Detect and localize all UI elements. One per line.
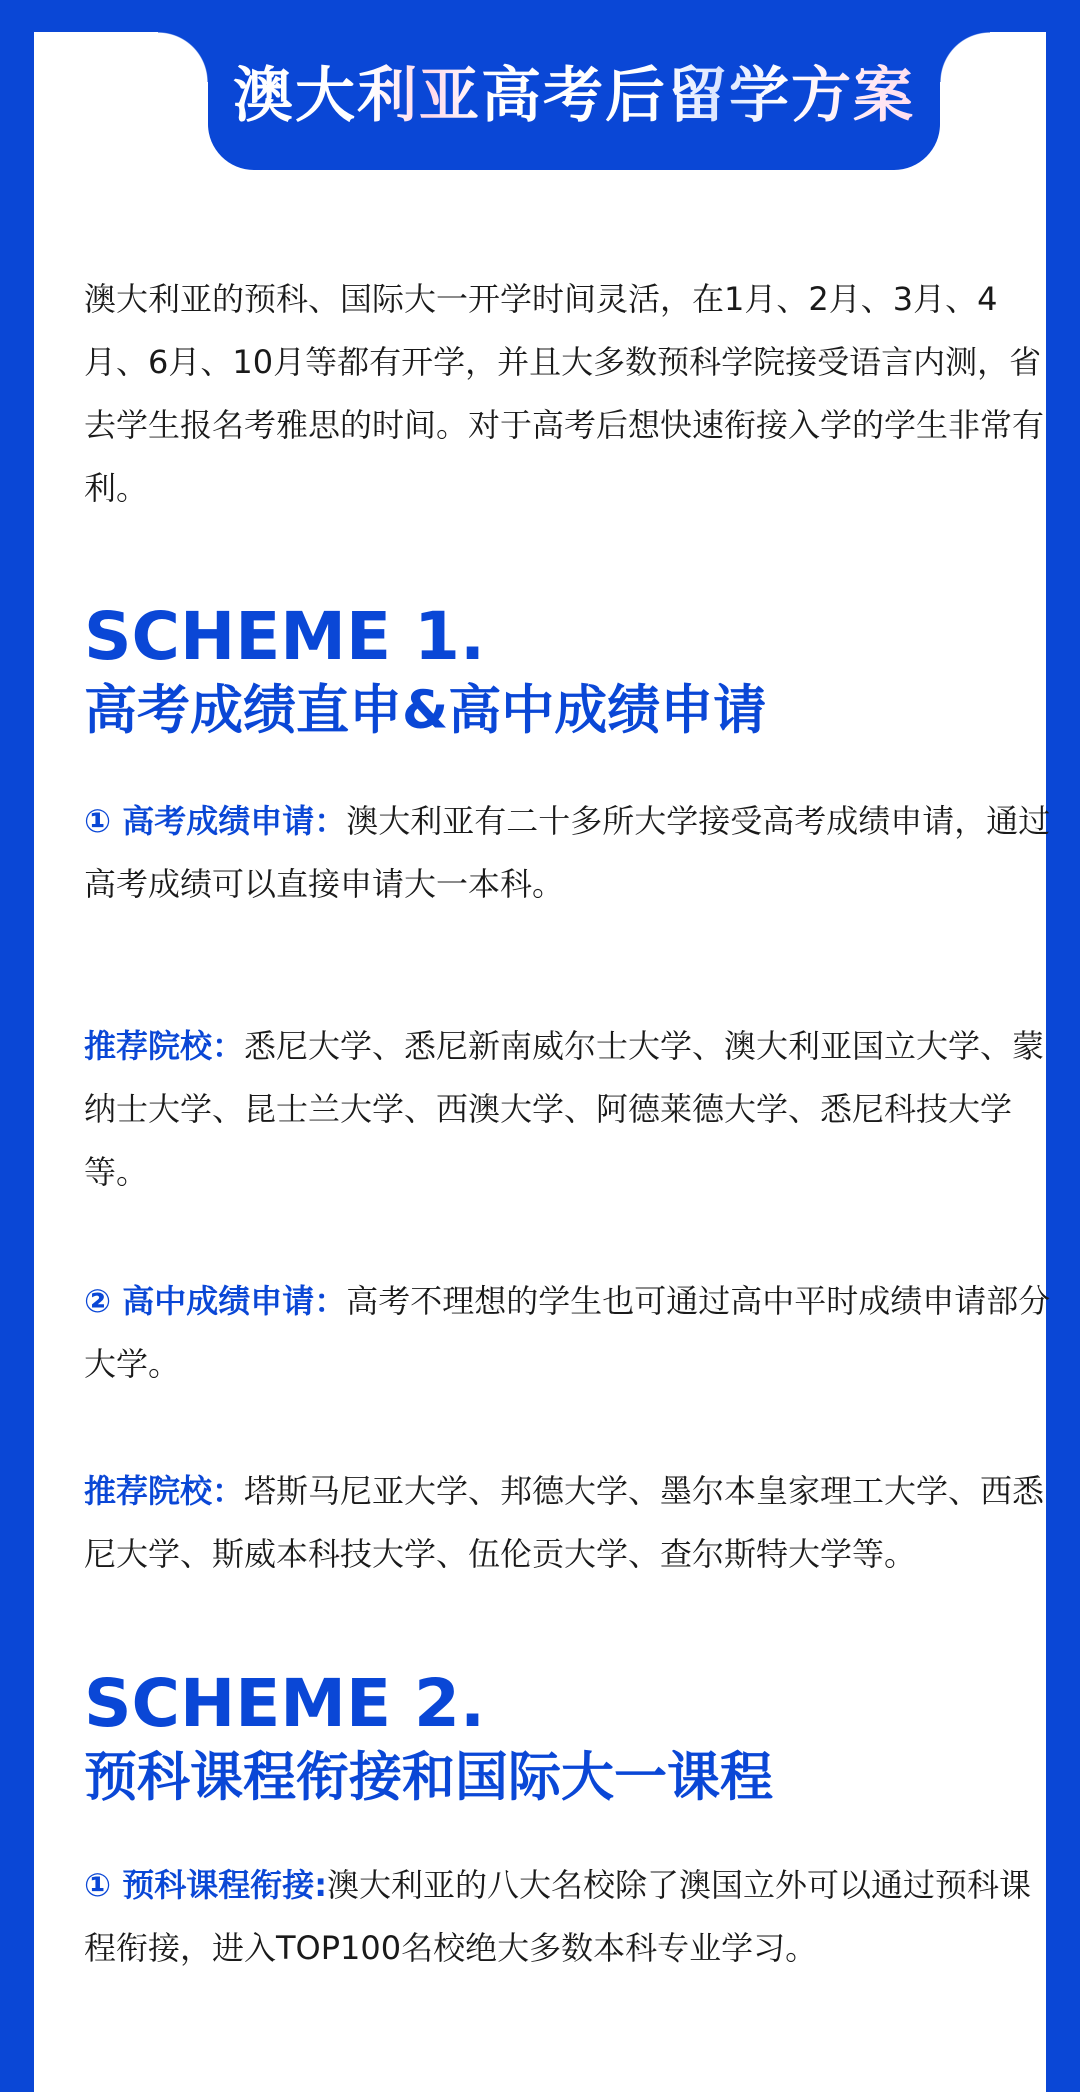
intro-paragraph: 澳大利亚的预科、国际大一开学时间灵活，在1月、2月、3月、4月、6月、10月等都有开学，并且大多数预科学院接受语言内测，省去学生报名考雅思的时间。对于高考后想快速衔接入学的学生非常有利。 bbox=[84, 280, 1045, 507]
page-title: 澳大利亚高考后留学方案 bbox=[208, 48, 940, 134]
scheme1-item2-text: 高考不理想的学生也可通过高中平时成绩申请部分大学。 bbox=[84, 1282, 1051, 1383]
scheme2-subtitle: 预科课程衔接和国际大一课程 bbox=[84, 1747, 773, 1808]
scheme1-item2-label: ② 高中成绩申请： bbox=[84, 1282, 347, 1320]
scheme1-item1-label: ① 高考成绩申请： bbox=[84, 802, 347, 840]
scheme1-recommend1 bbox=[84, 1015, 1054, 1204]
scheme1-item2 bbox=[84, 1270, 1054, 1396]
intro-section bbox=[84, 268, 1054, 520]
recommend1-text: 悉尼大学、悉尼新南威尔士大学、澳大利亚国立大学、蒙纳士大学、昆士兰大学、西澳大学、阿德莱德大学、悉尼科技大学等。 bbox=[84, 1027, 1045, 1191]
scheme2-item1-label: ① 预科课程衔接: bbox=[84, 1866, 328, 1904]
title-banner bbox=[208, 32, 940, 170]
scheme1-heading: SCHEME 1. bbox=[84, 598, 486, 675]
scheme1-item1-text: 澳大利亚有二十多所大学接受高考成绩申请，通过高考成绩可以直接申请大一本科。 bbox=[84, 802, 1051, 903]
recommend2-label: 推荐院校： bbox=[84, 1472, 245, 1510]
scheme2-header bbox=[84, 1665, 1054, 1813]
scheme1-recommend2 bbox=[84, 1460, 1054, 1586]
content-card bbox=[34, 32, 1051, 2092]
recommend2-text: 塔斯马尼亚大学、邦德大学、墨尔本皇家理工大学、西悉尼大学、斯威本科技大学、伍伦贡大学、查尔斯特大学等。 bbox=[84, 1472, 1045, 1573]
scheme2-item1 bbox=[84, 1854, 1054, 1980]
scheme1-item1 bbox=[84, 790, 1054, 916]
scheme2-heading: SCHEME 2. bbox=[84, 1665, 486, 1742]
scheme1-header bbox=[84, 598, 1054, 746]
recommend1-label: 推荐院校： bbox=[84, 1027, 245, 1065]
scheme2-item1-text: 澳大利亚的八大名校除了澳国立外可以通过预科课程衔接，进入TOP100名校绝大多数本科专业学习。 bbox=[84, 1866, 1032, 1967]
scheme1-subtitle: 高考成绩直申&高中成绩申请 bbox=[84, 680, 767, 741]
